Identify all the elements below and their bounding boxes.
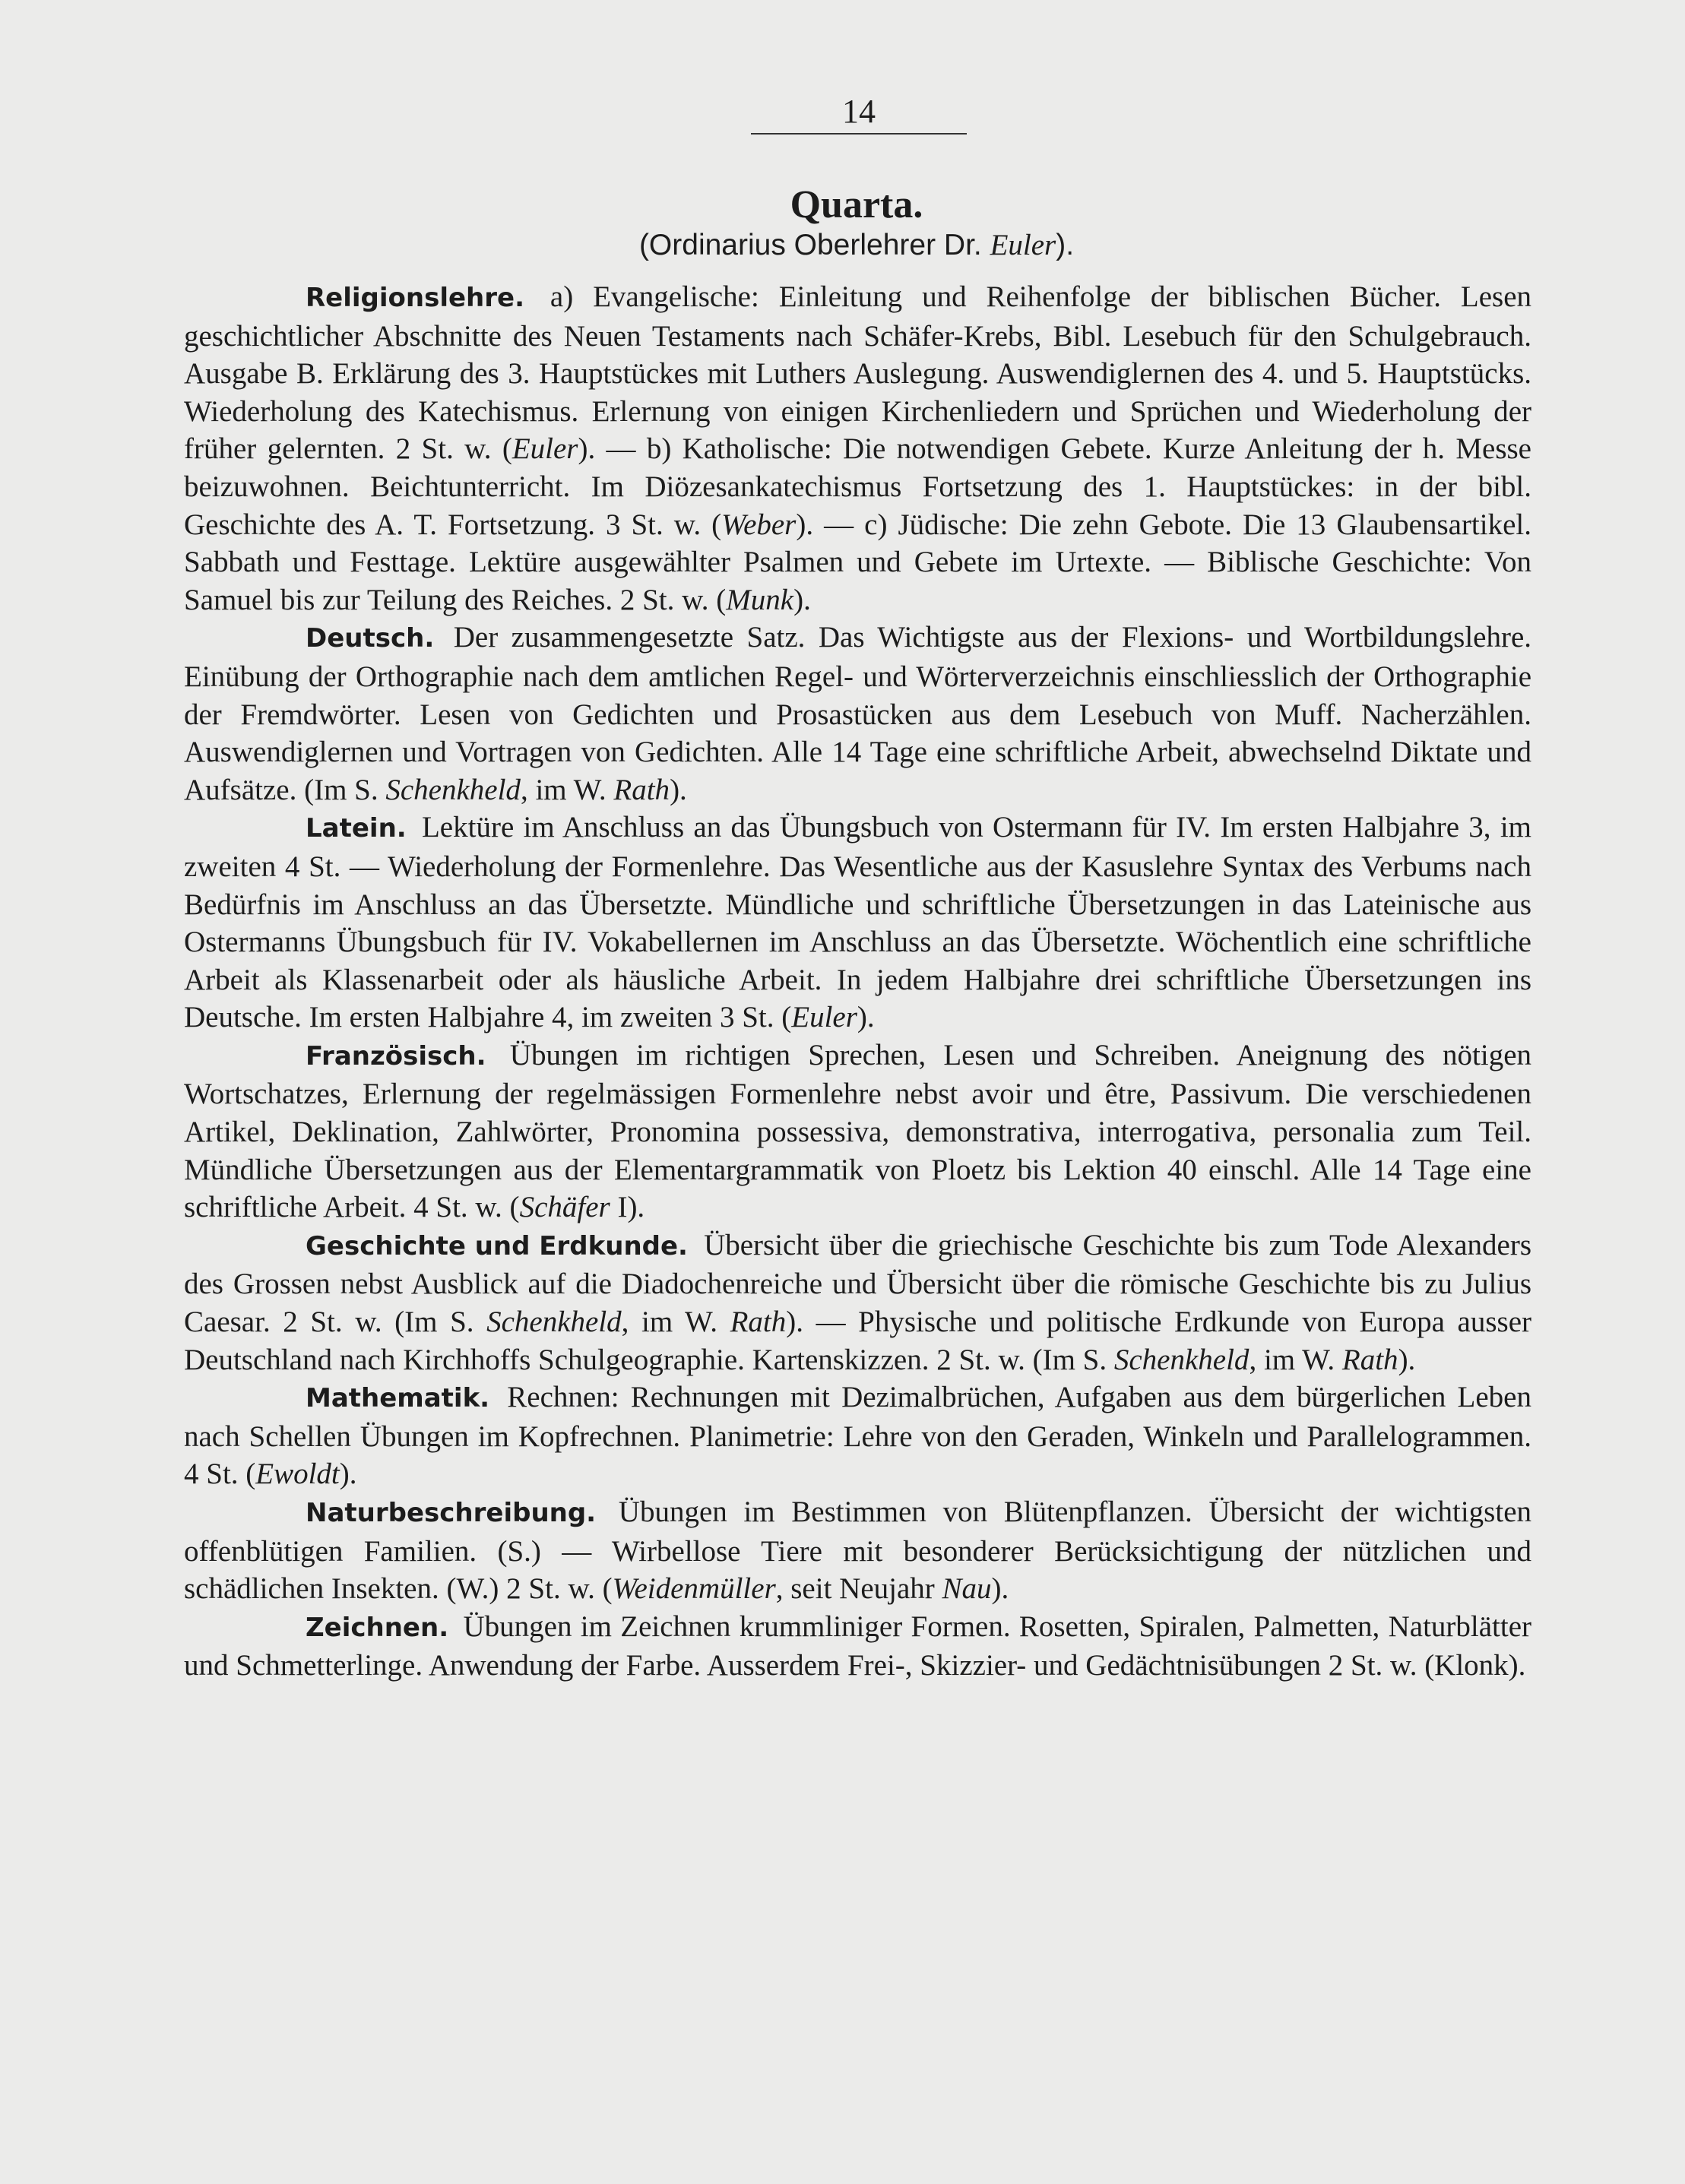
subject-heading: Religionslehre.: [306, 283, 525, 313]
section-mathematik: [184, 1378, 1531, 1493]
teacher-name: Euler: [512, 432, 578, 466]
section-text: I).: [610, 1191, 645, 1224]
page-number-rule: [751, 133, 967, 135]
teacher-name: Rath: [730, 1306, 787, 1339]
section-deutsch: [184, 619, 1531, 809]
subject-heading: Latein.: [306, 813, 407, 844]
section-latein: [184, 809, 1531, 1037]
section-text: , im W.: [520, 773, 614, 806]
teacher-name: Rath: [1341, 1343, 1398, 1376]
subtitle-teacher: Euler: [990, 229, 1056, 261]
section-naturbeschreibung: [184, 1493, 1531, 1608]
section-franzoesisch: [184, 1037, 1531, 1227]
subject-heading: Französisch.: [306, 1040, 486, 1071]
teacher-name: Euler: [791, 1001, 857, 1034]
section-text: ). — b) Katholische: Die notwendigen Gebete. Kurze Anleitung der h. Messe beizuwohnen. Beichtunterricht. Im Diözesankatechismus Fortsetzung des 1. Hauptstückes: in der bibl. Geschichte des A. T. Fortsetzung. 3 St. w. (: [184, 432, 1531, 541]
page-subtitle: [0, 226, 1685, 264]
section-text: ).: [991, 1572, 1009, 1606]
section-text: , seit Neujahr: [775, 1572, 942, 1606]
section-text: , im W.: [1249, 1343, 1342, 1376]
section-text: , im W.: [621, 1306, 730, 1339]
section-text: Rechnen: Rechnungen mit Dezimalbrüchen, Aufgaben aus dem bürgerlichen Leben nach Schellen Übungen im Kopfrechnen. Planimetrie: Lehre von den Geraden, Winkeln und Parallelogrammen. 4 St. (: [184, 1381, 1531, 1491]
teacher-name: Ewoldt: [255, 1458, 340, 1491]
section-text: ). — c) Jüdische: Die zehn Gebote. Die 13 Glaubensartikel. Sabbath und Festtage. Lektüre ausgewählter Psalmen und Gebete im Urtexte. — Biblische Geschichte: Von Samuel bis zur Teilung des Reiches. 2 St. w. (: [184, 508, 1531, 616]
teacher-name: Weber: [721, 508, 797, 541]
teacher-name: Schenkheld: [1113, 1343, 1249, 1376]
section-zeichnen: [184, 1608, 1531, 1685]
section-text: ).: [857, 1001, 875, 1034]
section-geschichte-erdkunde: [184, 1227, 1531, 1378]
section-text: Übersicht über die griechische Geschichte bis zum Tode Alexanders des Grossen nebst Ausblick auf die Diadochenreiche und Übersicht über die römische Geschichte bis zu Julius Caesar. 2 St. w. (Im S.: [184, 1228, 1531, 1339]
section-text: ).: [1398, 1343, 1416, 1376]
section-text: ).: [793, 583, 811, 616]
section-text: ). — Physische und politische Erdkunde von Europa ausser Deutschland nach Kirchhoffs Schulgeographie. Kartenskizzen. 2 St. w. (Im S.: [184, 1306, 1531, 1376]
teacher-name: Schenkheld: [486, 1306, 622, 1339]
subtitle-text: (Ordinarius Oberlehrer Dr.: [638, 229, 990, 261]
section-text: a) Evangelische: Einleitung und Reihenfolge der biblischen Bücher. Lesen geschichtlicher Abschnitte des Neuen Testaments nach Schäfer-Krebs, Bibl. Lesebuch für den Schulgebrauch. Ausgabe B. Erklärung des 3. Hauptstückes mit Luthers Auslegung. Auswendiglernen des 4. und 5. Hauptstücks. Wiederholung des Katechismus. Erlernung von einigen Kirchenliedern und Sprüchen und Wiederholung der früher gelernten. 2 St. w. (: [184, 280, 1532, 466]
teacher-name: Munk: [726, 583, 794, 616]
subject-heading: Zeichnen.: [306, 1612, 449, 1643]
section-text: Lektüre im Anschluss an das Übungsbuch von Ostermann für IV. Im ersten Halbjahre 3, im zweiten 4 St. — Wiederholung der Formenlehre. Das Wesentliche aus der Kasuslehre Syntax des Verbums nach Bedürfnis im Anschluss an das Übersetzte. Mündliche und schriftliche Übersetzungen in das Lateinische aus Ostermanns Übungsbuch für IV. Vokabellernen im Anschluss an das Übersetzte. Wöchentlich eine schriftliche Arbeit als Klassenarbeit oder als häusliche Arbeit. In jedem Halbjahre drei schriftliche Übersetzungen ins Deutsche. Im ersten Halbjahre 4, im zweiten 3 St. (: [184, 811, 1531, 1034]
section-text: Der zusammengesetzte Satz. Das Wichtigste aus der Flexions- und Wortbildungslehre. Einübung der Orthographie nach dem amtlichen Regel- und Wörterverzeichnis einschliesslich der Orthographie der Fremdwörter. Lesen von Gedichten und Prosastücken aus dem Lesebuch von Muff. Nacherzählen. Auswendiglernen und Vortragen von Gedichten. Alle 14 Tage eine schriftliche Arbeit, abwechselnd Diktate und Aufsätze. (Im S.: [184, 621, 1532, 806]
subject-heading: Geschichte und Erdkunde.: [306, 1230, 688, 1261]
section-text: ).: [339, 1458, 357, 1491]
subject-heading: Mathematik.: [306, 1383, 490, 1414]
section-text: Übungen im richtigen Sprechen, Lesen und Schreiben. Aneignung des nötigen Wortschatzes, Erlernung der regelmässigen Formenlehre nebst avoir und être, Passivum. Die verschiedenen Artikel, Deklination, Zahlwörter, Pronomina possessiva, demonstrativa, interrogativa, personalia zum Teil. Mündliche Übersetzungen aus der Elementargrammatik von Ploetz bis Lektion 40 einschl. Alle 14 Tage eine schriftliche Arbeit. 4 St. w. (: [184, 1038, 1532, 1224]
page-title: Quarta.: [790, 183, 923, 226]
teacher-name: Schäfer: [519, 1191, 610, 1224]
teacher-name: Schenkheld: [385, 773, 521, 806]
page-number: 14: [842, 93, 876, 130]
teacher-name: Weidenmüller: [612, 1572, 776, 1606]
teacher-name: Nau: [942, 1572, 992, 1606]
subject-heading: Deutsch.: [306, 623, 435, 654]
body-text: [184, 278, 1531, 1685]
subtitle-close: ).: [1056, 229, 1075, 261]
section-religionslehre: [184, 278, 1531, 619]
subject-heading: Naturbeschreibung.: [306, 1498, 597, 1528]
section-text: Übungen im Zeichnen krummliniger Formen. Rosetten, Spiralen, Palmetten, Naturblätter und Schmetterlinge. Anwendung der Farbe. Ausserdem Frei-, Skizzier- und Gedächtnisübungen 2 St. w. (Klonk).: [184, 1610, 1532, 1682]
section-text: Übungen im Bestimmen von Blütenpflanzen. Übersicht der wichtigsten offenblütigen Familien. (S.) — Wirbellose Tiere mit besonderer Berücksichtigung der nützlichen und schädlichen Insekten. (W.) 2 St. w. (: [184, 1496, 1531, 1606]
section-text: ).: [670, 773, 687, 806]
teacher-name: Rath: [613, 773, 670, 806]
